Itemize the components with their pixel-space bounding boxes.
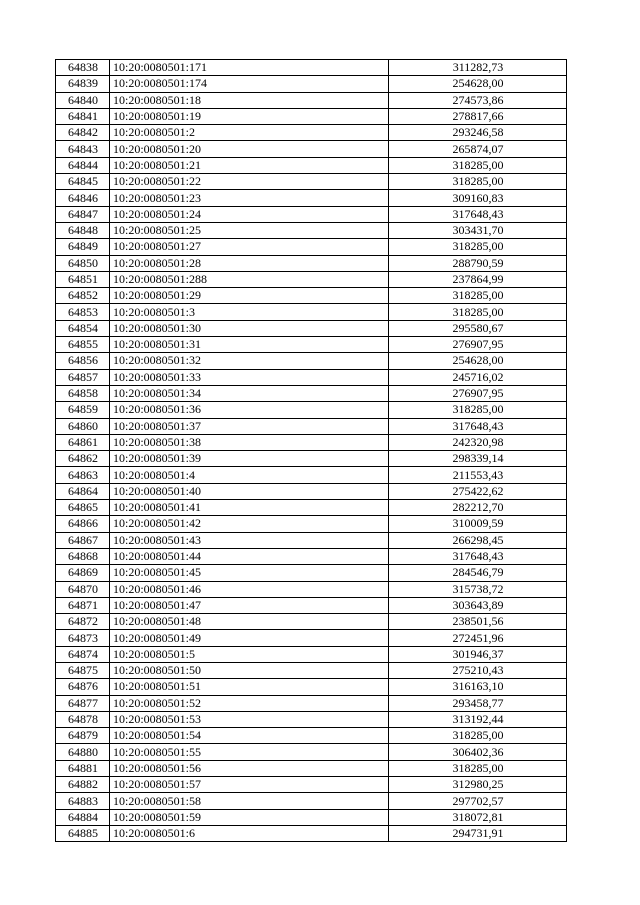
row-number-cell: 64859: [56, 402, 110, 418]
cadastral-number-cell: 10:20:0080501:44: [110, 548, 389, 564]
cadastral-number-cell: 10:20:0080501:57: [110, 777, 389, 793]
cadastral-number-cell: 10:20:0080501:54: [110, 728, 389, 744]
cadastral-value-cell: 211553,43: [389, 467, 567, 483]
cadastral-value-cell: 311282,73: [389, 60, 567, 76]
cadastral-number-cell: 10:20:0080501:34: [110, 385, 389, 401]
cadastral-value-cell: 245716,02: [389, 369, 567, 385]
table-row: [56, 141, 567, 157]
cadastral-value-cell: 318285,00: [389, 239, 567, 255]
cadastral-value-cell: 318072,81: [389, 809, 567, 825]
row-number-cell: 64838: [56, 60, 110, 76]
cadastral-number-cell: 10:20:0080501:23: [110, 190, 389, 206]
cadastral-number-cell: 10:20:0080501:56: [110, 760, 389, 776]
cadastral-value-cell: 237864,99: [389, 271, 567, 287]
row-number-cell: 64861: [56, 434, 110, 450]
row-number-cell: 64867: [56, 532, 110, 548]
cadastral-number-cell: 10:20:0080501:32: [110, 353, 389, 369]
cadastral-number-cell: 10:20:0080501:3: [110, 304, 389, 320]
row-number-cell: 64883: [56, 793, 110, 809]
table-row: [56, 777, 567, 793]
row-number-cell: 64851: [56, 271, 110, 287]
table-row: [56, 92, 567, 108]
table-body: [56, 60, 567, 842]
table-row: [56, 760, 567, 776]
cadastral-value-cell: 318285,00: [389, 304, 567, 320]
cadastral-number-cell: 10:20:0080501:53: [110, 711, 389, 727]
table-row: [56, 271, 567, 287]
cadastral-number-cell: 10:20:0080501:58: [110, 793, 389, 809]
table-row: [56, 581, 567, 597]
cadastral-number-cell: 10:20:0080501:18: [110, 92, 389, 108]
row-number-cell: 64846: [56, 190, 110, 206]
row-number-cell: 64869: [56, 565, 110, 581]
row-number-cell: 64841: [56, 108, 110, 124]
table-row: [56, 418, 567, 434]
cadastral-number-cell: 10:20:0080501:37: [110, 418, 389, 434]
table-row: [56, 255, 567, 271]
row-number-cell: 64872: [56, 614, 110, 630]
row-number-cell: 64863: [56, 467, 110, 483]
cadastral-value-cell: 238501,56: [389, 614, 567, 630]
cadastral-value-cell: 312980,25: [389, 777, 567, 793]
table-row: [56, 646, 567, 662]
table-row: [56, 451, 567, 467]
row-number-cell: 64854: [56, 320, 110, 336]
cadastral-value-cell: 254628,00: [389, 353, 567, 369]
row-number-cell: 64885: [56, 825, 110, 841]
cadastral-number-cell: 10:20:0080501:41: [110, 500, 389, 516]
cadastral-number-cell: 10:20:0080501:46: [110, 581, 389, 597]
row-number-cell: 64853: [56, 304, 110, 320]
table-row: [56, 125, 567, 141]
table-row: [56, 353, 567, 369]
table-row: [56, 500, 567, 516]
row-number-cell: 64840: [56, 92, 110, 108]
table-row: [56, 369, 567, 385]
cadastral-number-cell: 10:20:0080501:25: [110, 222, 389, 238]
cadastral-number-cell: 10:20:0080501:52: [110, 695, 389, 711]
cadastral-value-cell: 282212,70: [389, 500, 567, 516]
cadastral-value-cell: 278817,66: [389, 108, 567, 124]
cadastral-number-cell: 10:20:0080501:48: [110, 614, 389, 630]
cadastral-number-cell: 10:20:0080501:49: [110, 630, 389, 646]
table-row: [56, 385, 567, 401]
table-row: [56, 630, 567, 646]
table-row: [56, 76, 567, 92]
cadastral-number-cell: 10:20:0080501:28: [110, 255, 389, 271]
table-row: [56, 614, 567, 630]
table-row: [56, 157, 567, 173]
row-number-cell: 64870: [56, 581, 110, 597]
cadastral-number-cell: 10:20:0080501:31: [110, 337, 389, 353]
cadastral-value-cell: 294731,91: [389, 825, 567, 841]
cadastral-number-cell: 10:20:0080501:36: [110, 402, 389, 418]
cadastral-value-cell: 318285,00: [389, 157, 567, 173]
cadastral-number-cell: 10:20:0080501:4: [110, 467, 389, 483]
cadastral-number-cell: 10:20:0080501:55: [110, 744, 389, 760]
table-row: [56, 60, 567, 76]
row-number-cell: 64866: [56, 516, 110, 532]
cadastral-value-cell: 301946,37: [389, 646, 567, 662]
cadastral-value-cell: 313192,44: [389, 711, 567, 727]
cadastral-value-cell: 275210,43: [389, 662, 567, 678]
cadastral-number-cell: 10:20:0080501:29: [110, 288, 389, 304]
cadastral-number-cell: 10:20:0080501:21: [110, 157, 389, 173]
cadastral-value-cell: 288790,59: [389, 255, 567, 271]
row-number-cell: 64839: [56, 76, 110, 92]
table-row: [56, 174, 567, 190]
cadastral-value-cell: 317648,43: [389, 206, 567, 222]
row-number-cell: 64875: [56, 662, 110, 678]
cadastral-number-cell: 10:20:0080501:47: [110, 597, 389, 613]
cadastral-value-cell: 275422,62: [389, 483, 567, 499]
cadastral-value-cell: 276907,95: [389, 337, 567, 353]
row-number-cell: 64842: [56, 125, 110, 141]
row-number-cell: 64877: [56, 695, 110, 711]
table-row: [56, 402, 567, 418]
cadastral-value-cell: 293458,77: [389, 695, 567, 711]
table-row: [56, 434, 567, 450]
cadastral-value-table: [55, 59, 567, 842]
table-row: [56, 744, 567, 760]
cadastral-value-cell: 303643,89: [389, 597, 567, 613]
cadastral-number-cell: 10:20:0080501:50: [110, 662, 389, 678]
cadastral-value-cell: 318285,00: [389, 174, 567, 190]
row-number-cell: 64847: [56, 206, 110, 222]
cadastral-number-cell: 10:20:0080501:42: [110, 516, 389, 532]
table-row: [56, 467, 567, 483]
cadastral-value-cell: 284546,79: [389, 565, 567, 581]
row-number-cell: 64852: [56, 288, 110, 304]
row-number-cell: 64881: [56, 760, 110, 776]
table-row: [56, 239, 567, 255]
table-row: [56, 320, 567, 336]
row-number-cell: 64850: [56, 255, 110, 271]
cadastral-number-cell: 10:20:0080501:20: [110, 141, 389, 157]
table-row: [56, 483, 567, 499]
cadastral-number-cell: 10:20:0080501:51: [110, 679, 389, 695]
table-row: [56, 662, 567, 678]
cadastral-number-cell: 10:20:0080501:43: [110, 532, 389, 548]
cadastral-number-cell: 10:20:0080501:2: [110, 125, 389, 141]
cadastral-value-cell: 318285,00: [389, 728, 567, 744]
cadastral-value-cell: 309160,83: [389, 190, 567, 206]
row-number-cell: 64876: [56, 679, 110, 695]
cadastral-value-cell: 297702,57: [389, 793, 567, 809]
table-row: [56, 337, 567, 353]
cadastral-number-cell: 10:20:0080501:27: [110, 239, 389, 255]
cadastral-number-cell: 10:20:0080501:22: [110, 174, 389, 190]
cadastral-number-cell: 10:20:0080501:38: [110, 434, 389, 450]
cadastral-number-cell: 10:20:0080501:171: [110, 60, 389, 76]
cadastral-number-cell: 10:20:0080501:45: [110, 565, 389, 581]
row-number-cell: 64874: [56, 646, 110, 662]
table-row: [56, 516, 567, 532]
cadastral-value-cell: 295580,67: [389, 320, 567, 336]
row-number-cell: 64844: [56, 157, 110, 173]
cadastral-value-cell: 293246,58: [389, 125, 567, 141]
row-number-cell: 64860: [56, 418, 110, 434]
cadastral-number-cell: 10:20:0080501:288: [110, 271, 389, 287]
row-number-cell: 64849: [56, 239, 110, 255]
cadastral-value-cell: 306402,36: [389, 744, 567, 760]
row-number-cell: 64856: [56, 353, 110, 369]
row-number-cell: 64873: [56, 630, 110, 646]
cadastral-value-cell: 266298,45: [389, 532, 567, 548]
cadastral-number-cell: 10:20:0080501:33: [110, 369, 389, 385]
cadastral-number-cell: 10:20:0080501:24: [110, 206, 389, 222]
cadastral-value-cell: 318285,00: [389, 760, 567, 776]
row-number-cell: 64855: [56, 337, 110, 353]
row-number-cell: 64865: [56, 500, 110, 516]
table-row: [56, 222, 567, 238]
cadastral-value-cell: 310009,59: [389, 516, 567, 532]
row-number-cell: 64848: [56, 222, 110, 238]
row-number-cell: 64857: [56, 369, 110, 385]
cadastral-value-cell: 318285,00: [389, 402, 567, 418]
cadastral-value-cell: 272451,96: [389, 630, 567, 646]
cadastral-number-cell: 10:20:0080501:174: [110, 76, 389, 92]
row-number-cell: 64878: [56, 711, 110, 727]
table-row: [56, 565, 567, 581]
cadastral-value-cell: 276907,95: [389, 385, 567, 401]
cadastral-value-cell: 318285,00: [389, 288, 567, 304]
cadastral-value-cell: 265874,07: [389, 141, 567, 157]
cadastral-number-cell: 10:20:0080501:6: [110, 825, 389, 841]
row-number-cell: 64882: [56, 777, 110, 793]
table-row: [56, 304, 567, 320]
table-row: [56, 793, 567, 809]
cadastral-number-cell: 10:20:0080501:59: [110, 809, 389, 825]
row-number-cell: 64880: [56, 744, 110, 760]
table-row: [56, 825, 567, 841]
cadastral-value-cell: 315738,72: [389, 581, 567, 597]
cadastral-number-cell: 10:20:0080501:5: [110, 646, 389, 662]
cadastral-value-cell: 317648,43: [389, 418, 567, 434]
cadastral-value-cell: 254628,00: [389, 76, 567, 92]
cadastral-value-cell: 274573,86: [389, 92, 567, 108]
cadastral-value-cell: 298339,14: [389, 451, 567, 467]
cadastral-value-cell: 303431,70: [389, 222, 567, 238]
row-number-cell: 64858: [56, 385, 110, 401]
cadastral-number-cell: 10:20:0080501:19: [110, 108, 389, 124]
cadastral-number-cell: 10:20:0080501:30: [110, 320, 389, 336]
row-number-cell: 64864: [56, 483, 110, 499]
table-row: [56, 695, 567, 711]
table-row: [56, 532, 567, 548]
row-number-cell: 64871: [56, 597, 110, 613]
cadastral-value-cell: 242320,98: [389, 434, 567, 450]
table-row: [56, 108, 567, 124]
table-row: [56, 809, 567, 825]
row-number-cell: 64868: [56, 548, 110, 564]
table-row: [56, 728, 567, 744]
cadastral-number-cell: 10:20:0080501:40: [110, 483, 389, 499]
table-row: [56, 288, 567, 304]
table-row: [56, 548, 567, 564]
table-row: [56, 190, 567, 206]
cadastral-value-cell: 317648,43: [389, 548, 567, 564]
cadastral-number-cell: 10:20:0080501:39: [110, 451, 389, 467]
row-number-cell: 64879: [56, 728, 110, 744]
table-row: [56, 597, 567, 613]
table-row: [56, 711, 567, 727]
table-row: [56, 679, 567, 695]
row-number-cell: 64845: [56, 174, 110, 190]
table-row: [56, 206, 567, 222]
cadastral-value-cell: 316163,10: [389, 679, 567, 695]
row-number-cell: 64843: [56, 141, 110, 157]
row-number-cell: 64862: [56, 451, 110, 467]
row-number-cell: 64884: [56, 809, 110, 825]
